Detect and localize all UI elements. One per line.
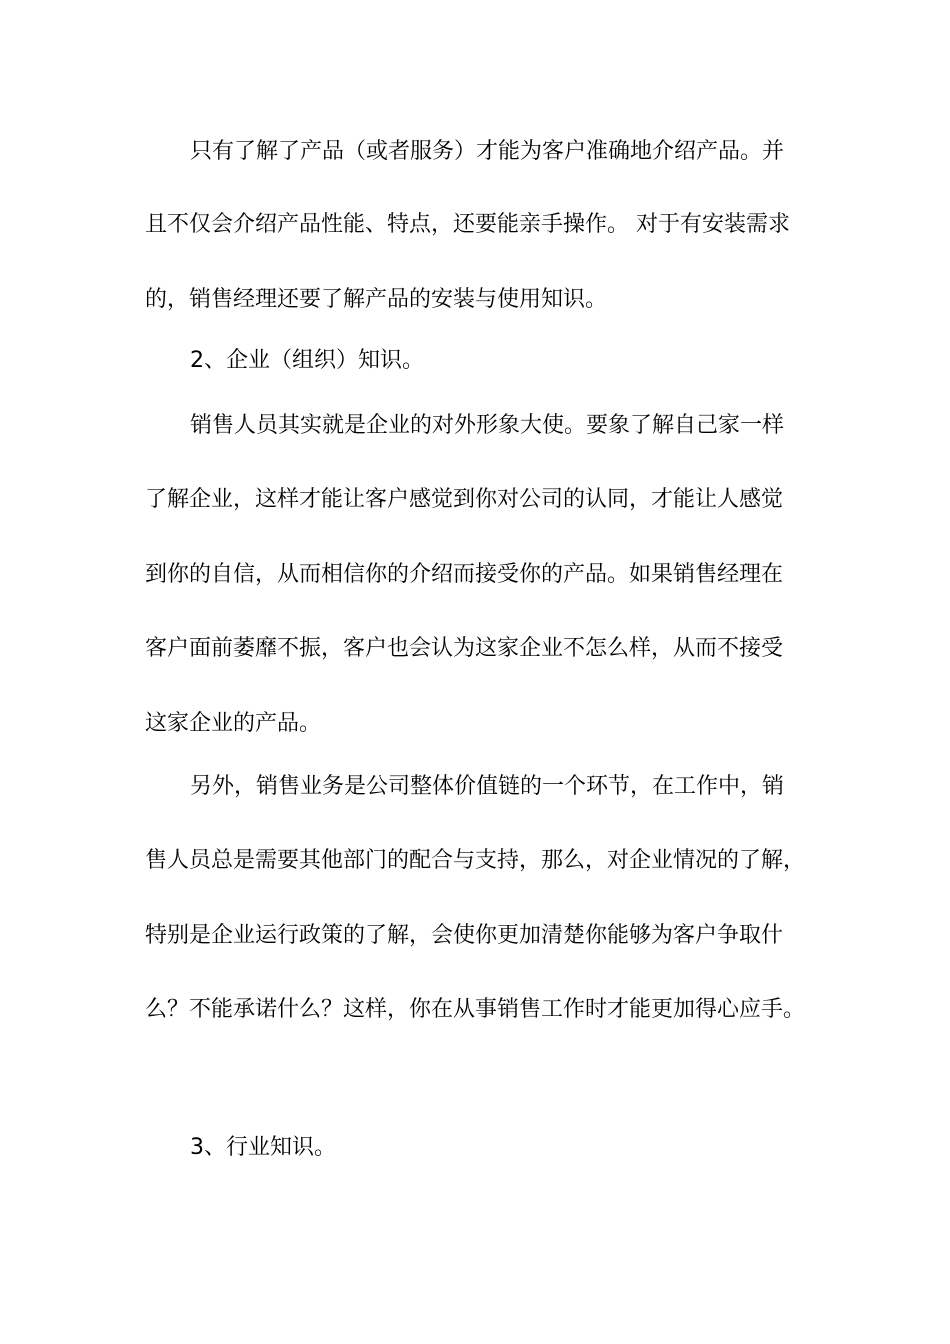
paragraph-line: 这家企业的产品。 (145, 711, 322, 736)
paragraph-line: 只有了解了产品（或者服务）才能为客户准确地介绍产品。并 (190, 139, 785, 164)
paragraph-line: 销售人员其实就是企业的对外形象大使。要象了解自己家一样 (190, 413, 785, 438)
paragraph-line: 的，销售经理还要了解产品的安装与使用知识。 (145, 287, 608, 312)
paragraph-line: 售人员总是需要其他部门的配合与支持，那么，对企业情况的了解， (145, 848, 806, 873)
paragraph-line: 客户面前萎靡不振，客户也会认为这家企业不怎么样，从而不接受 (145, 636, 784, 661)
paragraph-line: 么？不能承诺什么？这样，你在从事销售工作时才能更加得心应手。 (145, 997, 806, 1022)
section-heading: 3、行业知识。 (190, 1135, 336, 1160)
paragraph-line: 了解企业，这样才能让客户感觉到你对公司的认同，才能让人感觉 (145, 487, 784, 512)
paragraph-line: 到你的自信，从而相信你的介绍而接受你的产品。如果销售经理在 (145, 562, 784, 587)
paragraph-line: 另外，销售业务是公司整体价值链的一个环节，在工作中，销 (190, 774, 785, 799)
paragraph-line: 特别是企业运行政策的了解，会使你更加清楚你能够为客户争取什 (145, 923, 784, 948)
paragraph-line: 且不仅会介绍产品性能、特点，还要能亲手操作。 对于有安装需求 (145, 212, 790, 237)
section-heading: 2、企业（组织）知识。 (190, 348, 424, 373)
